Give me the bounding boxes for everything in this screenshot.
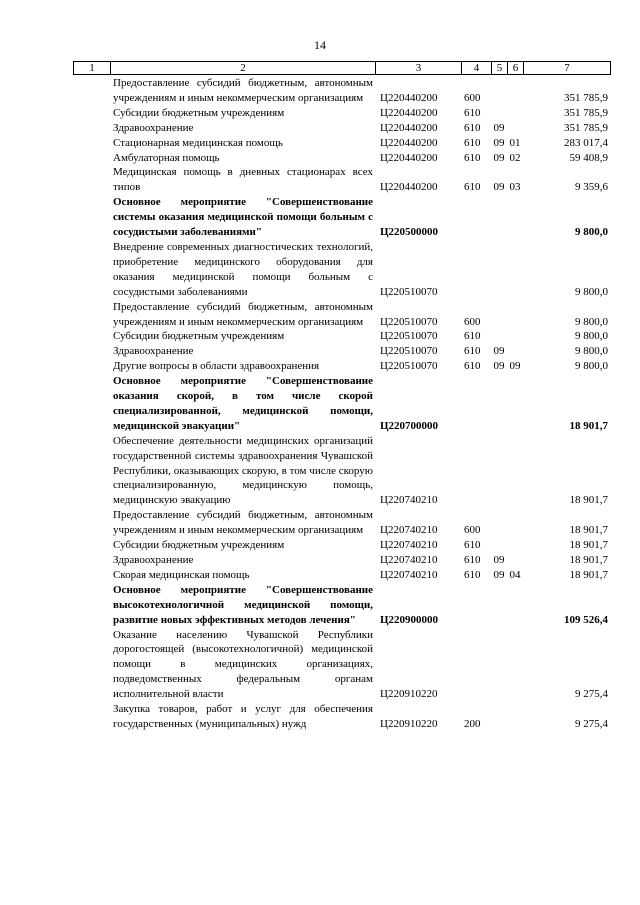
row-expense-type: [461, 374, 491, 434]
row-name: Оказание населению Чувашской Республики дорогостоящей (высокотехнологичной) медицинской помощи в медицинских организациях, подведомственных федеральным органам исполнительной власти: [113, 628, 373, 701]
row-amount: 18 901,7: [569, 554, 608, 566]
row-code: Ц220440200: [380, 121, 438, 134]
row-col1-empty: [73, 136, 110, 151]
row-code: Ц220910220: [380, 717, 438, 730]
row-section: 09: [493, 121, 505, 134]
header-cell-2: 2: [111, 62, 376, 75]
row-section: [491, 300, 507, 330]
row-code: Ц220440200: [380, 106, 438, 119]
header-cell-5: 5: [492, 62, 508, 75]
row-col1-empty: [73, 151, 110, 166]
row-expense-type: 610: [464, 330, 481, 343]
row-subsection: [507, 121, 523, 136]
table-row: [73, 508, 610, 538]
row-expense-type: 610: [464, 106, 481, 119]
row-name: Предоставление субсидий бюджетным, автономным учреждениям и иным некоммерческим организациям: [113, 77, 373, 104]
row-code: Ц220440200: [380, 151, 438, 164]
row-subsection: [507, 508, 523, 538]
row-col1-empty: [73, 106, 110, 121]
row-name: Предоставление субсидий бюджетным, автономным учреждениям и иным некоммерческим организациям: [113, 509, 373, 537]
row-name: Здравоохранение: [113, 554, 194, 566]
row-subsection: 04: [509, 568, 521, 581]
row-col1-empty: [73, 538, 110, 553]
row-section: [491, 508, 507, 538]
row-code: Ц220740210: [380, 524, 438, 537]
row-expense-type: 610: [464, 345, 481, 358]
row-name: Медицинская помощь в дневных стационарах всех типов: [113, 166, 373, 194]
row-col1-empty: [73, 76, 110, 106]
row-subsection: [507, 583, 523, 628]
table-row: [73, 553, 610, 568]
row-name: Обеспечение деятельности медицинских организаций государственной системы здравоохранения Чувашской Республики, оказывающих скорую, в том числе скорую специализированную, медицинскую помощь, медицинскую эвакуацию: [113, 434, 373, 507]
row-name: Внедрение современных диагностических технологий, приобретение медицинского оборудования для оказания медицинской помощи больным с сосудистыми заболеваниями: [113, 240, 373, 298]
row-expense-type: [461, 434, 491, 509]
row-name: Основное мероприятие "Совершенствование системы оказания медицинской помощи больным с сосудистыми заболеваниями": [113, 196, 373, 239]
row-code: Ц220740210: [380, 554, 438, 566]
row-expense-type: 610: [464, 554, 481, 566]
row-amount: 351 785,9: [564, 121, 608, 134]
row-col1-empty: [73, 240, 110, 300]
row-expense-type: 610: [464, 568, 481, 581]
table-row: [73, 300, 610, 330]
row-section: 09: [493, 136, 505, 149]
row-expense-type: 610: [464, 121, 481, 134]
row-col1-empty: [73, 329, 110, 344]
header-cell-4: 4: [462, 62, 492, 75]
row-col1-empty: [73, 121, 110, 136]
table-row: [73, 165, 610, 195]
row-amount: 9 800,0: [575, 315, 608, 328]
table-row: [73, 583, 610, 628]
row-col1-empty: [73, 434, 110, 509]
row-col1-empty: [73, 195, 110, 240]
row-amount: 283 017,4: [564, 136, 608, 149]
row-col1-empty: [73, 165, 110, 195]
row-section: 09: [493, 151, 505, 164]
row-code: Ц220440200: [380, 136, 438, 149]
row-name: Закупка товаров, работ и услуг для обеспечения государственных (муниципальных) нужд: [113, 703, 373, 730]
row-expense-type: 200: [464, 717, 481, 730]
row-name: Здравоохранение: [113, 345, 194, 358]
row-section: [491, 329, 507, 344]
row-section: 09: [493, 360, 505, 373]
table-header: [73, 61, 611, 75]
table-row: [73, 538, 610, 553]
row-amount: 18 901,7: [569, 539, 608, 552]
row-col1-empty: [73, 628, 110, 703]
row-section: 09: [493, 181, 505, 194]
row-subsection: [507, 374, 523, 434]
row-amount: 18 901,7: [569, 524, 608, 537]
budget-table: [73, 76, 610, 732]
row-section: 09: [493, 345, 505, 358]
table-row: [73, 434, 610, 509]
row-subsection: [507, 434, 523, 509]
row-subsection: 09: [509, 360, 521, 373]
table-row: [73, 568, 610, 583]
row-col1-empty: [73, 300, 110, 330]
row-amount: 9 800,0: [575, 360, 608, 373]
row-amount: 59 408,9: [569, 151, 608, 164]
table-row: [73, 628, 610, 703]
table-row: [73, 121, 610, 136]
row-col1-empty: [73, 359, 110, 374]
table-row: [73, 195, 610, 240]
row-amount: 9 800,0: [575, 330, 608, 343]
row-name: Субсидии бюджетным учреждениям: [113, 106, 285, 119]
row-subsection: [507, 195, 523, 240]
row-section: [491, 240, 507, 300]
row-code: Ц220700000: [380, 419, 439, 432]
row-subsection: [507, 300, 523, 330]
header-cell-7: 7: [524, 62, 611, 75]
row-name: Предоставление субсидий бюджетным, автономным учреждениям и иным некоммерческим организациям: [113, 300, 373, 328]
row-amount: 18 901,7: [569, 494, 608, 507]
row-col1-empty: [73, 583, 110, 628]
row-amount: 9 800,0: [575, 285, 608, 298]
row-code: Ц220740210: [380, 539, 438, 552]
row-code: Ц220510070: [380, 345, 438, 358]
row-code: Ц220500000: [380, 226, 439, 239]
row-section: [491, 106, 507, 121]
row-subsection: [507, 106, 523, 121]
header-cell-3: 3: [376, 62, 462, 75]
row-code: Ц220510070: [380, 315, 438, 328]
row-amount: 351 785,9: [564, 91, 608, 104]
row-code: Ц220510070: [380, 285, 438, 298]
table-row: [73, 151, 610, 166]
row-code: Ц220440200: [380, 91, 438, 104]
row-col1-empty: [73, 508, 110, 538]
row-code: Ц220900000: [380, 613, 439, 626]
row-subsection: 02: [509, 151, 521, 164]
row-subsection: [507, 344, 523, 359]
row-name: Скорая медицинская помощь: [113, 568, 250, 581]
row-expense-type: 600: [464, 315, 481, 328]
row-code: Ц220910220: [380, 688, 438, 701]
row-section: [491, 538, 507, 553]
header-cell-6: 6: [508, 62, 524, 75]
row-amount: 9 800,0: [575, 345, 608, 358]
table-row: [73, 344, 610, 359]
table-row: [73, 76, 610, 106]
row-expense-type: 610: [464, 181, 481, 194]
row-expense-type: 610: [464, 360, 481, 373]
table-row: [73, 702, 610, 732]
row-subsection: [507, 553, 523, 568]
row-section: [491, 76, 507, 106]
row-col1-empty: [73, 553, 110, 568]
row-code: Ц220740210: [380, 568, 438, 581]
table-row: [73, 136, 610, 151]
row-subsection: [507, 76, 523, 106]
row-amount: 18 901,7: [569, 568, 608, 581]
row-section: 09: [493, 554, 505, 566]
row-name: Другие вопросы в области здравоохранения: [113, 360, 320, 373]
row-amount: 109 526,4: [564, 613, 608, 626]
row-col1-empty: [73, 568, 110, 583]
row-name: Стационарная медицинская помощь: [113, 136, 283, 149]
row-code: Ц220440200: [380, 181, 438, 194]
row-section: 09: [493, 568, 505, 581]
row-section: [491, 374, 507, 434]
row-amount: 9 800,0: [575, 226, 608, 239]
table-row: [73, 329, 610, 344]
row-amount: 9 359,6: [575, 181, 608, 194]
row-subsection: 03: [509, 181, 521, 194]
row-code: Ц220510070: [380, 360, 438, 373]
row-section: [491, 628, 507, 703]
row-name: Здравоохранение: [113, 121, 194, 134]
row-col1-empty: [73, 702, 110, 732]
row-subsection: 01: [509, 136, 521, 149]
header-row: [74, 62, 611, 75]
row-amount: 351 785,9: [564, 106, 608, 119]
row-subsection: [507, 240, 523, 300]
row-section: [491, 583, 507, 628]
table-row: [73, 106, 610, 121]
row-col1-empty: [73, 344, 110, 359]
page-number: 14: [314, 38, 326, 52]
row-col1-empty: [73, 374, 110, 434]
row-name: Амбулаторная помощь: [113, 151, 220, 164]
row-expense-type: 600: [464, 91, 481, 104]
row-code: Ц220510070: [380, 330, 438, 343]
row-name: Основное мероприятие "Совершенствование высокотехнологичной медицинской помощи, развитие новых эффективных методов лечения": [113, 583, 373, 626]
table-row: [73, 359, 610, 374]
row-expense-type: [461, 240, 491, 300]
row-subsection: [507, 329, 523, 344]
row-expense-type: 610: [464, 539, 481, 552]
table-row: [73, 240, 610, 300]
row-section: [491, 702, 507, 732]
budget-table-body: [73, 76, 610, 732]
row-name: Основное мероприятие "Совершенствование оказания скорой, в том числе скорой специализированной, медицинской помощи, медицинской эвакуации": [113, 375, 373, 432]
row-section: [491, 434, 507, 509]
header-cell-1: 1: [74, 62, 111, 75]
row-expense-type: [461, 583, 491, 628]
row-expense-type: [461, 628, 491, 703]
row-expense-type: 610: [464, 151, 481, 164]
row-subsection: [507, 702, 523, 732]
row-expense-type: 610: [464, 136, 481, 149]
row-section: [491, 195, 507, 240]
row-name: Субсидии бюджетным учреждениям: [113, 539, 285, 552]
row-name: Субсидии бюджетным учреждениям: [113, 330, 285, 343]
row-amount: 9 275,4: [575, 717, 608, 730]
row-expense-type: [461, 195, 491, 240]
row-code: Ц220740210: [380, 494, 438, 507]
row-subsection: [507, 538, 523, 553]
table-row: [73, 374, 610, 434]
row-expense-type: 600: [464, 524, 481, 537]
row-amount: 9 275,4: [575, 688, 608, 701]
row-subsection: [507, 628, 523, 703]
row-amount: 18 901,7: [569, 419, 608, 432]
